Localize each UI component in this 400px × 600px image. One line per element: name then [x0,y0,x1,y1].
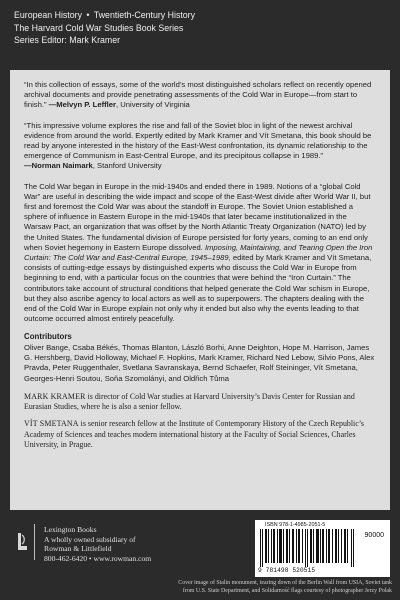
bio-name: VÍT SMETANA [24,419,79,429]
isbn-number: ISBN 978-1-4985-2051-5 [265,522,326,528]
cover-image-credit [150,580,392,595]
description-part-1: The Cold War began in Europe in the mid-1940s and ended there in 1989. Notions of a “global Cold War” are useful in describing the wide impact and scope of the East-West divide after World War II, but first and foremost the Cold War was about the standoff in Europe. The Soviet Union established a sphere of influence in Eastern Europe in the mid-1940s that later became institutionalized in the Warsaw Pact, an organization that was offset by the North Atlantic Treaty Organization (NATO) led by the United States. The fundamental division of Europe persisted for forty years, coming to an end only when Soviet hegemony in Eastern Europe dissolved. [24,181,371,252]
publisher-name: Lexington Books [44,525,97,534]
series-header [0,0,400,70]
contributors-heading: Contributors [24,332,72,342]
publisher-info [44,525,151,563]
lexington-logo-icon [15,532,29,552]
publisher-parent: Rowman & Littlefield [44,544,112,554]
blurb-quote: “This impressive volume explores the rise and fall of the Soviet bloc in light of the newest archival evidence from around the world. Expertly edited by Mark Kramer and Vít Smetana, this book should be read by anyone interested in the history of the East-West confrontation, its dynamic relationship to the emergence of Communism in East-Central Europe, and its precipitous collapse in 1989.” [24,120,372,161]
bio-text: is senior research fellow at the Institute of Contemporary History of the Czech Republic’s Academy of Sciences and teaches modern international history at the Faculty of Social Sciences, Charles University, in Prague. [24,419,364,449]
bullet-separator: • [86,10,90,20]
barcode-bars-icon [258,529,358,567]
publisher-subsidiary-line: A wholly owned subsidiary of [44,534,136,544]
book-title: Imposing, Maintaining, and Tearing Open the Iron Curtain: The Cold War and East-Central Europe, 1945–1989 [24,242,373,263]
editor-bio-smetana [24,419,376,450]
blurb-affiliation: , University of Virginia [116,100,190,110]
editor-bio-kramer [24,392,376,413]
contributors-list: Oliver Bange, Csaba Békés, Thomas Blanton, László Borhi, Anne Deighton, Hope M. Harrison, James G. Hershberg, David Holloway, Michael F. Hopkins, Mark Kramer, Richard Ned Lebow, Silvio Pons, Alex Pravda, Peter Ruggenthaler, Svetlana Savranskaya, Bernd Schaefer, Rolf Steininger, Vít Smetana, Georges-Henri Soutou, Soňa Szomolányi, and Oldřich Tůma [24,342,375,383]
description-part-2: , edited by Mark Kramer and Vít Smetana, consists of cutting-edge essays by distinguished experts who discuss the Cold War in Europe from beginning to end, with a particular focus on the countries that were behind the “Iron Curtain.” The contributors take account of structural conditions that helped generate the Cold War schism in Europe, but they also ascribe agency to local actors as well as to superpowers. The chapters dealing with the end of the Cold War in Europe explain not only why it ended but also why the events leading to that outcome occurred almost entirely peacefully. [24,253,372,324]
credit-line-2: from U.S. State Department, and Solidarność flags courtesy of photographer Jerzy Polak [182,587,392,594]
back-cover-footer [0,510,400,600]
blurb-naimark [24,121,376,172]
barcode-digits: 9 781498 520515 [258,567,316,574]
series-name: The Harvard Cold War Studies Book Series [14,22,184,33]
book-description [24,182,376,325]
publisher-contact: 800-462-6420 • www.rowman.com [44,553,152,563]
subject-categories [14,9,400,22]
back-cover-text-panel [10,70,390,510]
blurb-leffler [24,80,376,111]
series-editor: Series Editor: Mark Kramer [14,35,121,45]
blurb-author: —Melvyn P. Leffler [48,100,117,110]
credit-line-1: Cover image of Stalin monument, tearing down of the Berlin Wall from USIA, Soviet tank [178,580,392,586]
blurb-attribution [49,100,190,109]
blurb-author: —Norman Naimark [24,161,93,171]
subject-european-history: European History [14,10,82,20]
blurb-affiliation: , Stanford University [92,161,162,171]
blurb-quote: “In this collection of essays, some of the world’s most distinguished scholars reflect on recently opened archival documents and provide penetrating assessments of the Cold War in Europe—from start to finish.” [24,80,372,110]
blurb-attribution [24,161,162,170]
price-code: 90000 [364,532,384,539]
subject-twentieth-century-history: Twentieth-Century History [93,10,196,20]
isbn-barcode [255,520,390,577]
publisher-logo [13,524,35,560]
bio-text: is director of Cold War studies at Harvard University’s Davis Center for Russian and Eurasian Studies, where he is also a senior fellow. [24,391,355,412]
bio-name: MARK KRAMER [24,391,86,401]
